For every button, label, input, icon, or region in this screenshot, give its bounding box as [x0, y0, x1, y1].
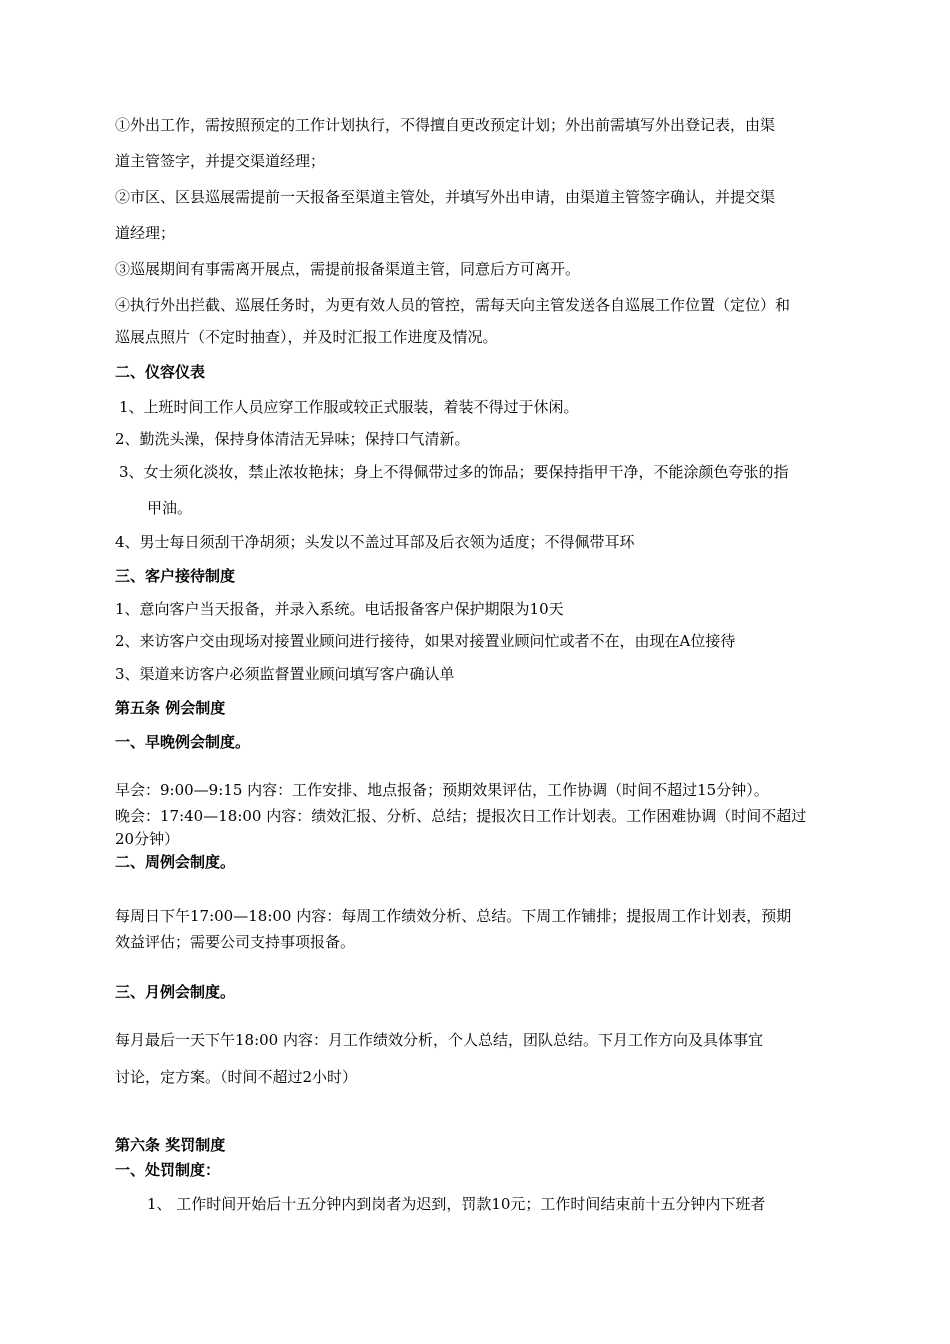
text-line: 每周日下午17:00—18:00 内容：每周工作绩效分析、总结。下周工作铺排；提报周工作计划表，预期 [115, 907, 792, 925]
text-line: 道经理； [115, 224, 176, 242]
section-heading: 三、客户接待制度 [115, 567, 236, 585]
text-line: 3、渠道来访客户必须监督置业顾问填写客户确认单 [115, 665, 455, 683]
text-line: 2、来访客户交由现场对接置业顾问进行接待，如果对接置业顾问忙或者不在，由现在A位接待 [115, 632, 736, 650]
text-line: 讨论，定方案。（时间不超过2小时） [115, 1068, 358, 1086]
text-line: ③巡展期间有事需离开展点，需提前报备渠道主管，同意后方可离开。 [115, 260, 581, 278]
text-line: 2、勤洗头澡，保持身体清洁无异味；保持口气清新。 [115, 430, 470, 448]
text-line: 每月最后一天下午18:00 内容：月工作绩效分析，个人总结，团队总结。下月工作方向及具体事宜 [115, 1031, 763, 1049]
text-line: 道主管签字，并提交渠道经理； [115, 152, 326, 170]
text-line: 效益评估；需要公司支持事项报备。 [115, 933, 356, 951]
section-heading: 一、处罚制度： [115, 1161, 221, 1179]
text-line: ①外出工作，需按照预定的工作计划执行，不得擅自更改预定计划；外出前需填写外出登记表，由渠 [115, 116, 776, 134]
section-heading: 二、周例会制度。 [115, 853, 236, 871]
text-line: 20分钟） [115, 830, 180, 848]
text-line: 巡展点照片（不定时抽查），并及时汇报工作进度及情况。 [115, 328, 498, 346]
section-heading: 三、月例会制度。 [115, 983, 236, 1001]
text-line: ④执行外出拦截、巡展任务时，为更有效人员的管控，需每天向主管发送各自巡展工作位置（定位）和 [115, 296, 791, 314]
text-line: 晚会：17:40—18:00 内容：绩效汇报、分析、总结；提报次日工作计划表。工作困难协调（时间不超过 [115, 807, 807, 825]
article-heading: 第五条 例会制度 [115, 699, 226, 717]
text-line: ②市区、区县巡展需提前一天报备至渠道主管处，并填写外出申请，由渠道主管签字确认，并提交渠 [115, 188, 776, 206]
text-line: 早会：9:00—9:15 内容：工作安排、地点报备；预期效果评估，工作协调（时间不超过15分钟）。 [115, 781, 769, 799]
text-line: 4、男士每日须刮干净胡须；头发以不盖过耳部及后衣领为适度；不得佩带耳环 [115, 533, 635, 551]
text-line: 3、女士须化淡妆，禁止浓妆艳抹；身上不得佩带过多的饰品；要保持指甲干净，不能涂颜色夸张的指 [119, 463, 789, 481]
text-line: 甲油。 [147, 499, 193, 517]
section-heading: 一、早晚例会制度。 [115, 733, 251, 751]
text-line: 1、意向客户当天报备，并录入系统。电话报备客户保护期限为10天 [115, 600, 564, 618]
section-heading: 二、仪容仪表 [115, 363, 206, 381]
text-line: 1、 工作时间开始后十五分钟内到岗者为迟到，罚款10元；工作时间结束前十五分钟内下班者 [147, 1195, 766, 1213]
article-heading: 第六条 奖罚制度 [115, 1136, 226, 1154]
text-line: 1、上班时间工作人员应穿工作服或较正式服装，着装不得过于休闲。 [119, 398, 579, 416]
